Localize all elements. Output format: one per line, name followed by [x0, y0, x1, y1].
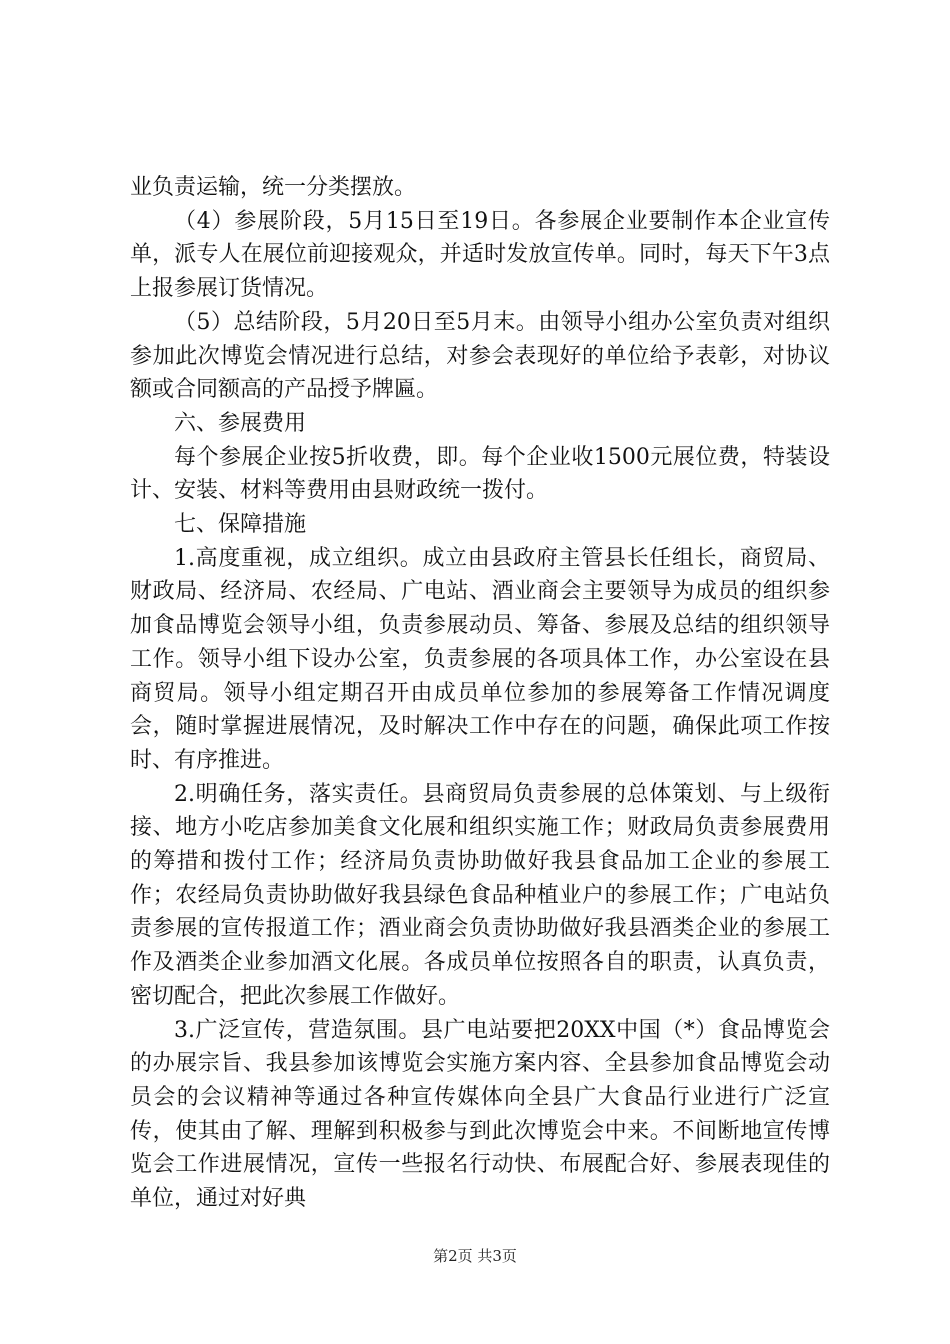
paragraph-measure-1: 1.高度重视，成立组织。成立由县政府主管县长任组长，商贸局、财政局、经济局、农经局、广电站、酒业商会主要领导为成员的组织参加食品博览会领导小组，负责参展动员、筹备、参展及总结的组织领导工作。领导小组下设办公室，负责参展的各项具体工作，办公室设在县商贸局。领导小组定期召开由成员单位参加的参展筹备工作情况调度会，随时掌握进展情况，及时解决工作中存在的问题，确保此项工作按时、有序推进。 — [130, 545, 830, 773]
section-heading-fees: 六、参展费用 — [174, 410, 307, 436]
paragraph-measure-2: 2.明确任务，落实责任。县商贸局负责参展的总体策划、与上级衔接、地方小吃店参加美食文化展和组织实施工作；财政局负责参展费用的筹措和拨付工作；经济局负责协助做好我县食品加工企业的参展工作；农经局负责协助做好我县绿色食品种植业户的参展工作；广电站负责参展的宣传报道工作；酒业商会负责协助做好我县酒类企业的参展工作及酒类企业参加酒文化展。各成员单位按照各自的职责，认真负责，密切配合，把此次参展工作做好。 — [130, 781, 830, 1009]
paragraph-summary-stage: （5）总结阶段，5月20日至5月末。由领导小组办公室负责对组织参加此次博览会情况进行总结，对参会表现好的单位给予表彰，对协议额或合同额高的产品授予牌匾。 — [130, 309, 830, 403]
paragraph-exhibition-stage: （4）参展阶段，5月15日至19日。各参展企业要制作本企业宣传单，派专人在展位前迎接观众，并适时发放宣传单。同时，每天下午3点上报参展订货情况。 — [130, 208, 830, 302]
document-body — [130, 171, 830, 1216]
paragraph-measure-3: 3.广泛宣传，营造氛围。县广电站要把20XX中国（*）食品博览会的办展宗旨、我县参加该博览会实施方案内容、全县参加食品博览会动员会的会议精神等通过各种宣传媒体向全县广大食品行业进行广泛宣传，使其由了解、理解到积极参与到此次博览会中来。不间断地宣传博览会工作进展情况，宣传一些报名行动快、布展配合好、参展表现佳的单位，通过对好典 — [130, 1017, 830, 1212]
paragraph-continuation: 业负责运输，统一分类摆放。 — [130, 175, 417, 200]
page-number-footer: 第2页 共3页 — [433, 1247, 517, 1265]
section-heading-measures: 七、保障措施 — [174, 512, 307, 538]
paragraph-fees: 每个参展企业按5折收费，即。每个企业收1500元展位费，特装设计、安装、材料等费用由县财政统一拨付。 — [130, 444, 830, 504]
